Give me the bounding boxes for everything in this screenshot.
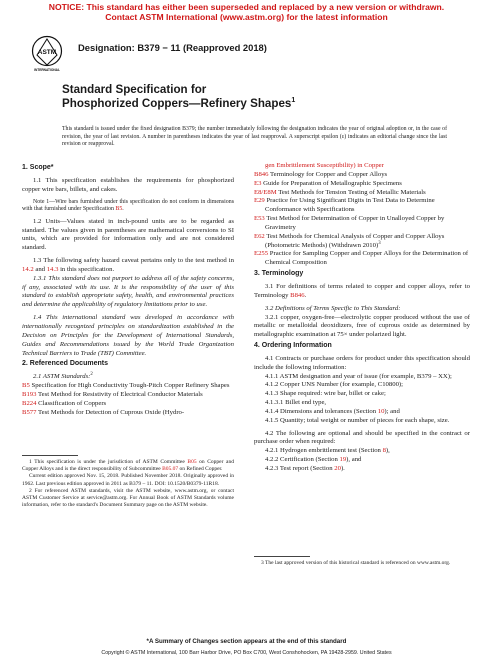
ref-link-b05-07[interactable]: B05.07 bbox=[162, 466, 179, 473]
section-scope-heading: 1. Scope* bbox=[22, 164, 54, 171]
title-line-2: Phosphorized Coppers—Refinery Shapes$^1$ bbox=[62, 97, 296, 110]
reference-id-link[interactable]: E53 bbox=[254, 215, 265, 223]
reference-item: E3 Guide for Preparation of Metallographic Specimens bbox=[254, 179, 402, 187]
para-4-2-3: 4.2.3 Test report (Section 20). bbox=[265, 465, 345, 472]
copyright-line: Copyright © ASTM International, 100 Barr Harbor Drive, PO Box C700, West Conshohocken, PA 19428-2959. United States bbox=[101, 650, 392, 656]
section-ordering-heading: 4. Ordering Information bbox=[254, 342, 332, 350]
para-4-1-1: 4.1.1 ASTM designation and year of issue (for example, B379 – XX); bbox=[265, 372, 452, 380]
para-1-2: 1.2 Units—Values stated in inch-pound units are to be regarded as standard. The values given in parentheses are mathematical conversions to SI units, which are provided for information only and are not considered standard. bbox=[22, 217, 234, 252]
ref-link-section-20[interactable]: 20 bbox=[334, 465, 341, 472]
para-4-1-5: 4.1.5 Quantity; total weight or number of pieces for each shape, size. bbox=[265, 416, 450, 424]
reference-id-link[interactable]: E29 bbox=[254, 197, 265, 205]
reference-id-link[interactable]: B846 bbox=[254, 170, 269, 178]
reference-id-link[interactable]: B577 bbox=[22, 408, 37, 416]
reference-item: E29 Practice for Using Significant Digits in Test Data to Determine Conformance with Specifications bbox=[254, 197, 435, 214]
footnote-3: 3 The last approved version of this historical standard is referenced on www.astm.org. bbox=[261, 560, 451, 566]
intro-paragraph: This standard is issued under the fixed designation B379; the number immediately following the designation indicates the year of original adoption or, in the case of revision, the year of last revision. A number in parentheses indicates the year of last reapproval. A superscript epsilon (ε) indicates an editorial change since the last revision or reapproval. bbox=[62, 126, 447, 148]
reference-item: B846 Terminology for Copper and Copper Alloys bbox=[254, 170, 388, 178]
notice-line-1: NOTICE: This standard has either been superseded and replaced by a new version or withdrawn. bbox=[48, 2, 445, 12]
reference-id-link[interactable]: E8/E8M bbox=[254, 188, 277, 196]
reference-item: B224 Classification of Coppers bbox=[22, 399, 107, 407]
reference-item: E8/E8M Test Methods for Tension Testing of Metallic Materials bbox=[254, 188, 426, 196]
supersession-notice bbox=[0, 2, 493, 22]
reference-item: E53 Test Method for Determination of Copper in Unalloyed Copper by Gravimetry bbox=[254, 215, 445, 231]
svg-text:INTERNATIONAL: INTERNATIONAL bbox=[34, 68, 60, 72]
summary-of-changes-note: *A Summary of Changes section appears at the end of this standard bbox=[146, 638, 347, 645]
designation: Designation: B379 − 11 (Reapproved 2018) bbox=[78, 42, 267, 53]
section-terminology-heading: 3. Terminology bbox=[254, 270, 304, 278]
para-4-2: 4.2 The following are optional and should be specified in the contract or purchase order when required: bbox=[254, 429, 470, 446]
ref-link-b5[interactable]: B5 bbox=[115, 206, 123, 213]
para-4-1: 4.1 Contracts or purchase orders for product under this specification should include the following information: bbox=[254, 354, 470, 371]
para-4-2-2: 4.2.2 Certification (Section 19), and bbox=[265, 456, 362, 464]
ref-link-b846[interactable]: B846 bbox=[290, 291, 305, 299]
para-1-4: 1.4 This international standard was developed in accordance with internationally recognized principles on standardization established in the Decision on Principles for the Development of International Standards, Guides and Recommendations issued by the World Trade Organization Technical Barriers to Trade (TBT) Committee. bbox=[22, 314, 234, 357]
reference-id-link[interactable]: B5 bbox=[22, 382, 30, 390]
reference-id-link[interactable]: B224 bbox=[22, 399, 37, 407]
reference-continuation: gen Embrittlement Susceptibility) in Copper bbox=[265, 162, 384, 169]
para-3-2-1: 3.2.1 copper, oxygen-free—electrolytic copper produced without the use of metallic or metalloidal deoxidizers, free of cuprous oxide as determined by metallographic examination at 75× under polarized light. bbox=[254, 313, 470, 339]
ref-link-b05[interactable]: B05 bbox=[187, 459, 197, 465]
reference-list-right bbox=[254, 171, 470, 268]
para-4-1-2: 4.1.2 Copper UNS Number (for example, C10800); bbox=[265, 381, 403, 389]
astm-standards-subheading: 2.1 ASTM Standards:$^2$ bbox=[33, 371, 93, 381]
notice-line-2: Contact ASTM International (www.astm.org) for the latest information bbox=[105, 12, 388, 22]
reference-list-left bbox=[22, 382, 234, 417]
left-column bbox=[22, 162, 234, 417]
footnote-3-block bbox=[254, 560, 470, 567]
reference-item: B193 Test Method for Resistivity of Electrical Conductor Materials bbox=[22, 390, 203, 398]
para-4-1-4: 4.1.4 Dimensions and tolerances (Section 10); and bbox=[265, 407, 400, 415]
ref-link-14-2[interactable]: 14.2 bbox=[22, 265, 34, 273]
para-1-3: 1.3 The following safety hazard caveat pertains only to the test method in 14.2 and 14.3 in this specification. bbox=[22, 257, 234, 273]
page-title bbox=[62, 83, 295, 111]
para-1-3-1: 1.3.1 This standard does not purport to address all of the safety concerns, if any, associated with its use. It is the responsibility of the user of this standard to establish appropriate safety, health, and environmental practices and determine the applicability of regulatory limitations prior to use. bbox=[22, 274, 234, 309]
para-4-1-3: 4.1.3 Shape required: wire bar, billet or cake; bbox=[265, 390, 386, 398]
ref-link-section-19[interactable]: 19 bbox=[339, 456, 347, 464]
reference-id-link[interactable]: B193 bbox=[22, 390, 37, 398]
section-refdocs-heading: 2. Referenced Documents bbox=[22, 360, 108, 368]
reference-id-link[interactable]: E62 bbox=[254, 232, 265, 240]
reference-item: B577 Test Methods for Detection of Cuprous Oxide (Hydro- bbox=[22, 408, 185, 416]
ref-link-section-10[interactable]: 10 bbox=[377, 407, 385, 415]
reference-id-link[interactable]: E255 bbox=[254, 250, 269, 258]
note-1: Note 1—Wire bars furnished under this specification do not conform in dimensions with that furnished under Specification B5. bbox=[22, 198, 234, 213]
footnote-2: 2 For referenced ASTM standards, visit the ASTM website, www.astm.org, or contact ASTM Customer Service at service@astm.org. For Annual Book of ASTM Standards volume information, refer to the standard's Document Summary page on the ASTM website. bbox=[22, 487, 234, 509]
footnote-1-edition: Current edition approved Nov. 15, 2018. Published November 2018. Originally approved in 1962. Last previous edition approved in 2011 as B379 – 11. DOI: 10.1520/B0379-11R18. bbox=[22, 473, 234, 487]
footnote-1: 1 This specification is under the jurisdiction of ASTM Committee B05 on Copper and Copper Alloys and is the direct responsibility of Subcommittee B05.07 on Refined Copper. bbox=[22, 459, 234, 473]
footnote-divider bbox=[22, 455, 78, 456]
reference-item: E255 Practice for Sampling Copper and Copper Alloys for the Determination of Chemical Composition bbox=[254, 250, 469, 267]
para-4-1-3-1: 4.1.3.1 Billet end type, bbox=[265, 399, 327, 407]
reference-item: B5 Specification for High Conductivity Tough-Pitch Copper Refinery Shapes bbox=[22, 382, 230, 390]
reference-item: E62 Test Methods for Chemical Analysis of Copper and Copper Alloys (Photometric Methods) (Withdrawn 2010)$^3$ bbox=[254, 232, 445, 249]
para-3-1: 3.1 For definitions of terms related to copper and copper alloys, refer to Terminology B846. bbox=[254, 282, 470, 299]
right-column bbox=[254, 162, 470, 474]
para-1-1: 1.1 This specification establishes the requirements for phosphorized copper wire bars, billets, and cakes. bbox=[22, 176, 234, 193]
footnotes bbox=[22, 459, 234, 509]
reference-id-link[interactable]: E3 bbox=[254, 179, 262, 187]
footnote-divider-right bbox=[254, 556, 310, 557]
title-line-1: Standard Specification for bbox=[62, 83, 207, 96]
para-4-2-1: 4.2.1 Hydrogen embrittlement test (Section 8), bbox=[265, 447, 390, 455]
ref-link-section-8[interactable]: 8 bbox=[382, 447, 386, 455]
ref-link-14-3[interactable]: 14.3 bbox=[46, 265, 59, 273]
astm-logo-icon bbox=[30, 35, 64, 73]
svg-text:ASTM: ASTM bbox=[37, 49, 57, 56]
para-3-2: 3.2 Definitions of Terms Specific to This Standard: bbox=[265, 304, 401, 312]
